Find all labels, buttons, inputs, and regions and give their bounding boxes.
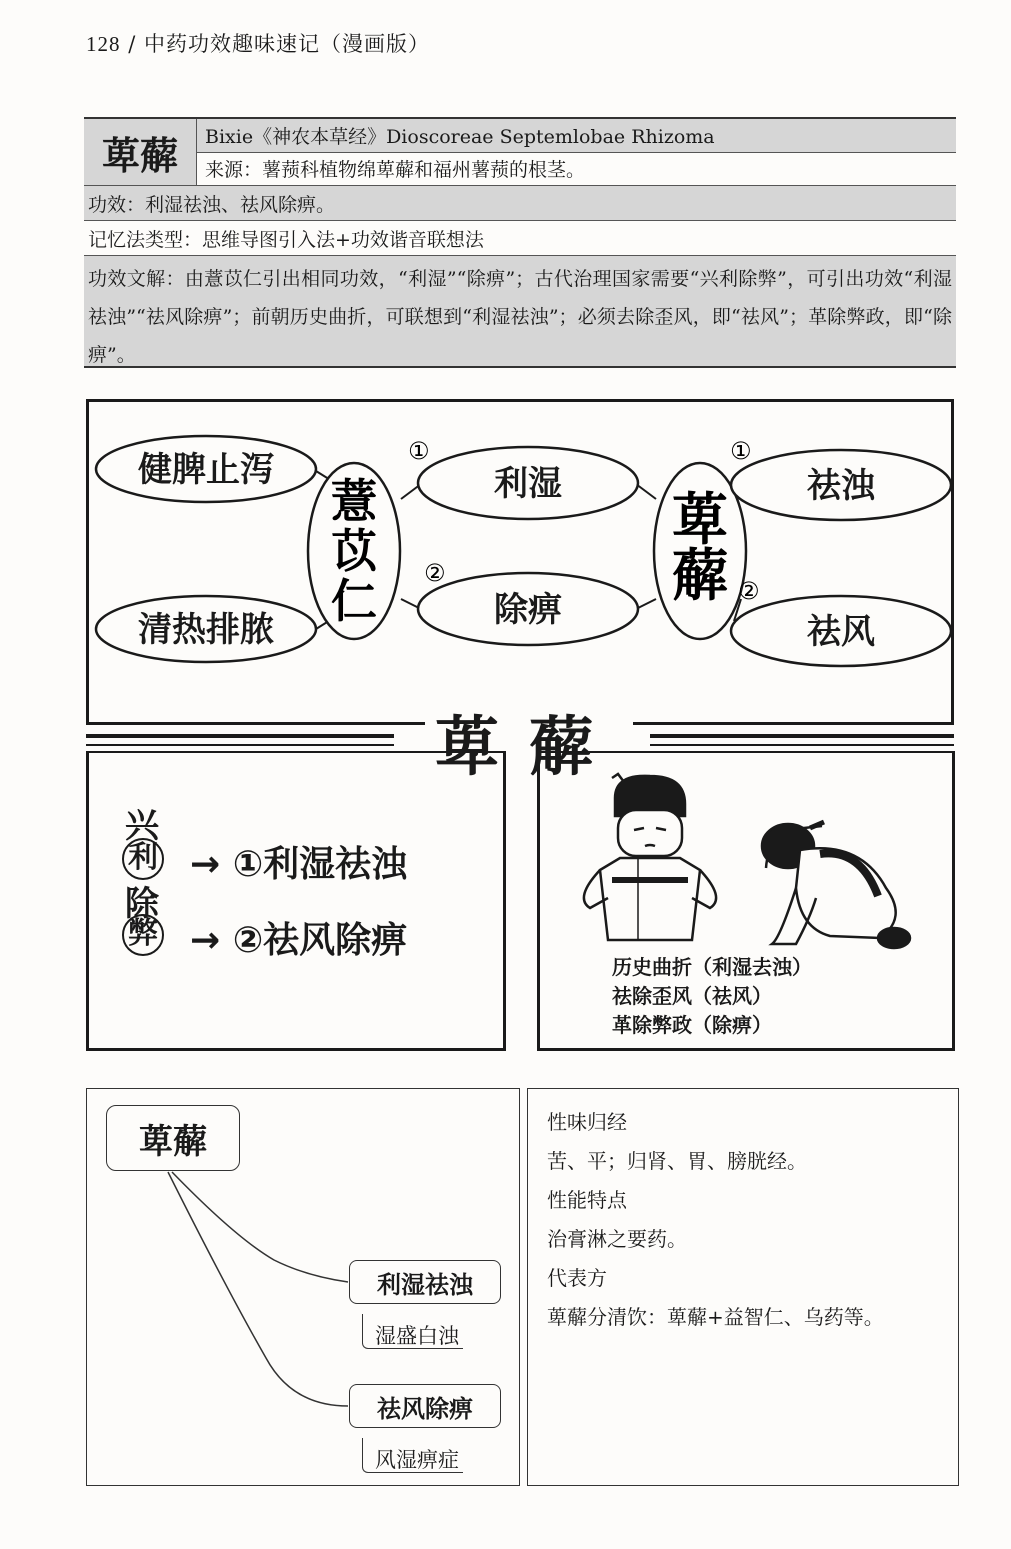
tree-branch-1: 利湿祛浊 (349, 1260, 501, 1304)
standing-face (618, 810, 682, 856)
tree-branch-line-1 (172, 1172, 348, 1282)
caption-3: 革除弊政（除痹） (612, 1013, 772, 1037)
mark-1-mid: ① (408, 437, 430, 465)
herb-name: 萆薢 (84, 119, 197, 185)
mark-1-right: ① (730, 437, 752, 465)
char-chu: 除 (125, 884, 159, 924)
text-features: 治膏淋之要药。 (547, 1227, 687, 1251)
label-left-top: 健脾止泻 (138, 450, 274, 490)
properties-text (547, 1103, 947, 1337)
title-bar-right (650, 734, 954, 746)
text-formula: 萆薢分清饮：萆薢+益智仁、乌药等。 (547, 1305, 884, 1329)
heading-nature-meridian: 性味归经 (547, 1110, 627, 1134)
mark-2-right: ② (738, 577, 760, 605)
page-number: 128 (86, 32, 121, 56)
page-header (86, 28, 430, 58)
arrow-line-2: → ②祛风除痹 (190, 920, 408, 961)
mark-2-mid: ② (424, 559, 446, 587)
title-bar-left (86, 734, 394, 746)
mindmap-diagram (86, 399, 954, 725)
source-line: 来源：薯蓣科植物绵萆薢和福州薯蓣的根茎。 (197, 153, 956, 186)
tree-branch-2-sub: 风湿痹症 (362, 1438, 463, 1473)
section-title: 萆薢 (425, 696, 633, 788)
latin-name-line: Bixie《神农本草经》Dioscoreae Septemlobae Rhizoma (197, 119, 956, 153)
tree-root: 萆薢 (106, 1105, 240, 1171)
caption-2: 祛除歪风（祛风） (612, 984, 772, 1008)
tree-branch-line-2 (168, 1172, 348, 1406)
char-xing: 兴 (125, 806, 159, 846)
connector-line (636, 484, 656, 499)
label-mid-top: 利湿 (494, 464, 562, 504)
label-center-left (331, 474, 378, 628)
vlabel-left-char: 仁 (331, 574, 377, 628)
label-left-bottom: 清热排脓 (138, 610, 274, 650)
vlabel-right-char: 萆 (672, 488, 728, 553)
info-row-name (84, 119, 956, 186)
label-center-right (672, 488, 728, 609)
tree-branch-1-sub: 湿盛白浊 (362, 1314, 463, 1349)
caption-1: 历史曲折（利湿去浊） (612, 955, 812, 979)
char-li-circled: 利 (122, 838, 164, 880)
heading-features: 性能特点 (547, 1188, 627, 1212)
arrow-line-1: → ①利湿祛浊 (190, 844, 408, 885)
label-mid-bottom: 除痹 (494, 590, 562, 630)
label-right-bottom: 祛风 (807, 612, 875, 652)
header-separator: / (128, 32, 137, 56)
book-title: 中药功效趣味速记（漫画版） (143, 32, 430, 56)
vlabel-left-char: 苡 (331, 524, 377, 578)
heading-formula: 代表方 (547, 1266, 607, 1290)
memory-type-line: 记忆法类型：思维导图引入法+功效谐音联想法 (84, 221, 956, 256)
label-right-top: 祛浊 (807, 466, 875, 506)
vlabel-right-char: 薢 (672, 544, 728, 609)
tree-branch-2: 祛风除痹 (349, 1384, 501, 1428)
comic-captions (612, 953, 812, 1040)
vlabel-left-char: 薏 (331, 474, 377, 528)
explanation-paragraph: 功效文解：由薏苡仁引出相同功效，“利湿”“除痹”；古代治理国家需要“兴利除弊”，可引出功效“利湿祛浊”“祛风除痹”；前朝历史曲折，可联想到“利湿祛浊”；必须去除歪风，即“祛风”；革除弊政，即“除痹”。 (84, 256, 956, 366)
efficacy-line: 功效：利湿祛浊、祛风除痹。 (84, 186, 956, 221)
bowing-shoe (878, 928, 910, 948)
standing-robe (600, 858, 700, 940)
text-nature-meridian: 苦、平；归肾、胃、膀胱经。 (547, 1149, 807, 1173)
comic-illustration (560, 768, 940, 958)
char-bi-circled: 弊 (122, 914, 164, 956)
herb-info-table (84, 117, 956, 368)
